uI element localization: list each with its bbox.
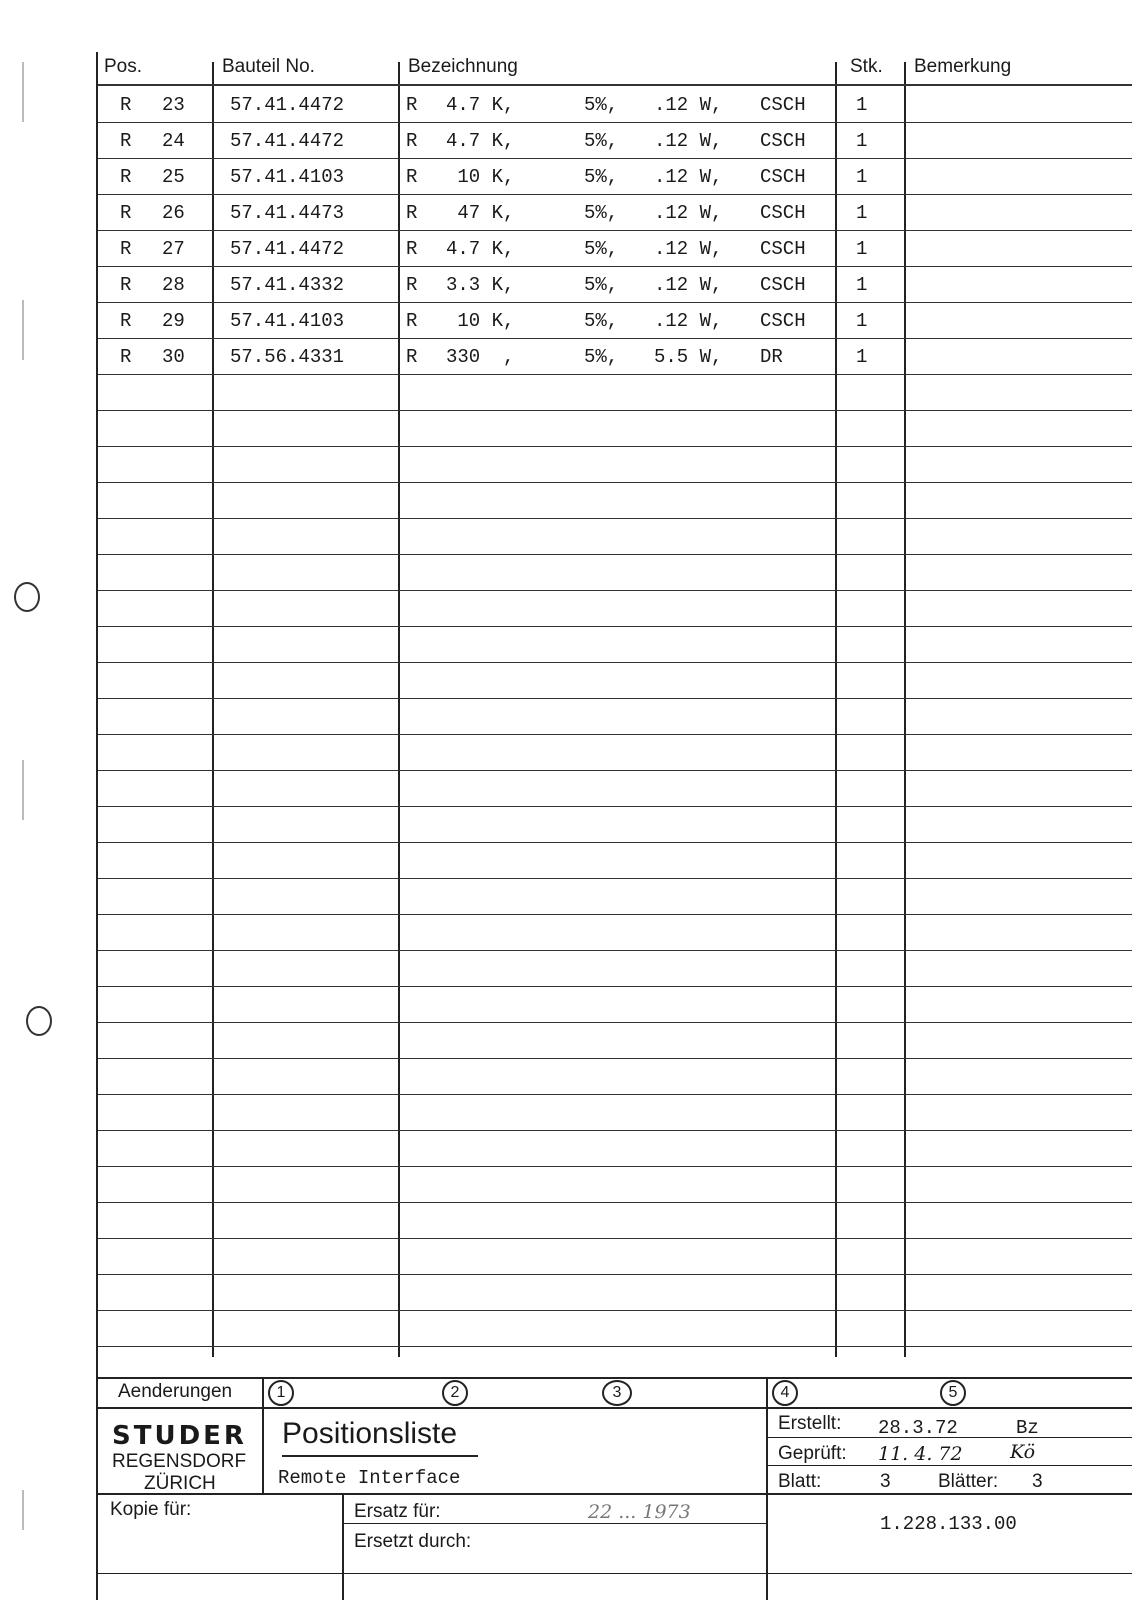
desc-r: R xyxy=(406,202,418,224)
company-city: REGENSDORF xyxy=(112,1451,247,1472)
checked-label: Geprüft: xyxy=(778,1443,847,1464)
replaced-by-label: Ersetzt durch: xyxy=(354,1531,472,1552)
margin-mark xyxy=(22,62,24,122)
changes-label: Aenderungen xyxy=(118,1381,233,1402)
punch-hole-bottom xyxy=(26,1006,52,1036)
column-header-description: Bezeichnung xyxy=(408,56,518,77)
desc-value: 330 , xyxy=(446,346,515,368)
created-by: Bz xyxy=(1016,1417,1039,1439)
quantity: 1 xyxy=(856,130,868,152)
company-logo: STUDER xyxy=(112,1421,247,1451)
created-date: 28.3.72 xyxy=(878,1417,958,1439)
desc-type: CSCH xyxy=(760,274,806,296)
desc-power: .12 W, xyxy=(654,94,723,116)
margin-mark xyxy=(22,1490,24,1530)
part-number: 57.41.4103 xyxy=(230,166,345,188)
created-label: Erstellt: xyxy=(778,1413,842,1434)
desc-r: R xyxy=(406,274,418,296)
desc-value: 4.7 K, xyxy=(446,238,515,260)
desc-type: CSCH xyxy=(760,166,806,188)
quantity: 1 xyxy=(856,274,868,296)
part-number: 57.41.4472 xyxy=(230,238,345,260)
pos-prefix: R xyxy=(120,202,132,224)
table-row xyxy=(98,124,1132,160)
sheets-number: 3 xyxy=(1032,1471,1043,1492)
column-header-pos: Pos. xyxy=(104,56,143,77)
pos-prefix: R xyxy=(120,130,132,152)
quantity: 1 xyxy=(856,166,868,188)
desc-type: CSCH xyxy=(760,94,806,116)
desc-type: CSCH xyxy=(760,238,806,260)
desc-power: 5.5 W, xyxy=(654,346,723,368)
table-row xyxy=(98,268,1132,304)
table-header xyxy=(98,52,1132,82)
part-number: 57.41.4103 xyxy=(230,310,345,332)
table-row xyxy=(98,340,1132,376)
replaces-value: 22 ... 1973 xyxy=(588,1501,691,1523)
desc-type: CSCH xyxy=(760,310,806,332)
desc-tolerance: 5%, xyxy=(584,166,619,188)
table-row xyxy=(98,88,1132,124)
pos-prefix: R xyxy=(120,346,132,368)
pos-number: 29 xyxy=(162,310,185,332)
table-row xyxy=(98,232,1132,268)
desc-r: R xyxy=(406,94,418,116)
pos-number: 25 xyxy=(162,166,185,188)
desc-r: R xyxy=(406,346,418,368)
pos-number: 24 xyxy=(162,130,185,152)
desc-type: CSCH xyxy=(760,202,806,224)
desc-tolerance: 5%, xyxy=(584,346,619,368)
pos-prefix: R xyxy=(120,166,132,188)
title-block xyxy=(98,1377,1132,1600)
pos-number: 26 xyxy=(162,202,185,224)
desc-tolerance: 5%, xyxy=(584,238,619,260)
quantity: 1 xyxy=(856,238,868,260)
quantity: 1 xyxy=(856,202,868,224)
pos-prefix: R xyxy=(120,274,132,296)
table-row xyxy=(98,304,1132,340)
part-number: 57.41.4472 xyxy=(230,130,345,152)
parts-table xyxy=(98,52,1132,1377)
desc-value: 10 K, xyxy=(446,166,515,188)
table-row xyxy=(98,160,1132,196)
company-city-2: ZÜRICH xyxy=(144,1473,216,1494)
desc-tolerance: 5%, xyxy=(584,130,619,152)
desc-power: .12 W, xyxy=(654,166,723,188)
punch-hole-top xyxy=(14,582,40,612)
margin-mark xyxy=(22,300,24,360)
pos-prefix: R xyxy=(120,310,132,332)
pos-prefix: R xyxy=(120,238,132,260)
part-number: 57.41.4472 xyxy=(230,94,345,116)
desc-tolerance: 5%, xyxy=(584,202,619,224)
desc-tolerance: 5%, xyxy=(584,274,619,296)
desc-tolerance: 5%, xyxy=(584,94,619,116)
desc-power: .12 W, xyxy=(654,130,723,152)
sheet-number: 3 xyxy=(880,1471,891,1492)
pos-number: 27 xyxy=(162,238,185,260)
pos-prefix: R xyxy=(120,94,132,116)
document-title: Positionsliste xyxy=(282,1417,458,1450)
part-number: 57.41.4332 xyxy=(230,274,345,296)
desc-type: DR xyxy=(760,346,783,368)
quantity: 1 xyxy=(856,310,868,332)
checked-by: Kö xyxy=(1010,1441,1036,1463)
column-header-part-number: Bauteil No. xyxy=(222,56,315,77)
desc-type: CSCH xyxy=(760,130,806,152)
desc-value: 10 K, xyxy=(446,310,515,332)
desc-r: R xyxy=(406,166,418,188)
change-mark-3: 3 xyxy=(602,1380,632,1406)
desc-power: .12 W, xyxy=(654,238,723,260)
column-header-quantity: Stk. xyxy=(850,56,883,77)
pos-number: 23 xyxy=(162,94,185,116)
pos-number: 28 xyxy=(162,274,185,296)
change-mark-5: 5 xyxy=(940,1380,966,1406)
desc-r: R xyxy=(406,238,418,260)
desc-power: .12 W, xyxy=(654,310,723,332)
desc-power: .12 W, xyxy=(654,202,723,224)
pos-number: 30 xyxy=(162,346,185,368)
copy-for-label: Kopie für: xyxy=(110,1499,192,1520)
checked-date: 11. 4. 72 xyxy=(878,1443,963,1465)
document-subtitle: Remote Interface xyxy=(278,1467,461,1489)
part-number: 57.56.4331 xyxy=(230,346,345,368)
desc-r: R xyxy=(406,130,418,152)
quantity: 1 xyxy=(856,346,868,368)
desc-power: .12 W, xyxy=(654,274,723,296)
sheet-label: Blatt: xyxy=(778,1471,822,1492)
desc-value: 47 K, xyxy=(446,202,515,224)
desc-value: 4.7 K, xyxy=(446,130,515,152)
desc-tolerance: 5%, xyxy=(584,310,619,332)
desc-r: R xyxy=(406,310,418,332)
change-mark-1: 1 xyxy=(268,1380,294,1406)
margin-mark xyxy=(22,760,24,820)
change-mark-4: 4 xyxy=(772,1380,798,1406)
document-number: 1.228.133.00 xyxy=(880,1513,1017,1535)
desc-value: 4.7 K, xyxy=(446,94,515,116)
table-row xyxy=(98,196,1132,232)
part-number: 57.41.4473 xyxy=(230,202,345,224)
column-header-remark: Bemerkung xyxy=(914,56,1012,77)
desc-value: 3.3 K, xyxy=(446,274,515,296)
sheets-label: Blätter: xyxy=(938,1471,999,1492)
quantity: 1 xyxy=(856,94,868,116)
change-mark-2: 2 xyxy=(442,1380,468,1406)
replaces-label: Ersatz für: xyxy=(354,1501,441,1522)
